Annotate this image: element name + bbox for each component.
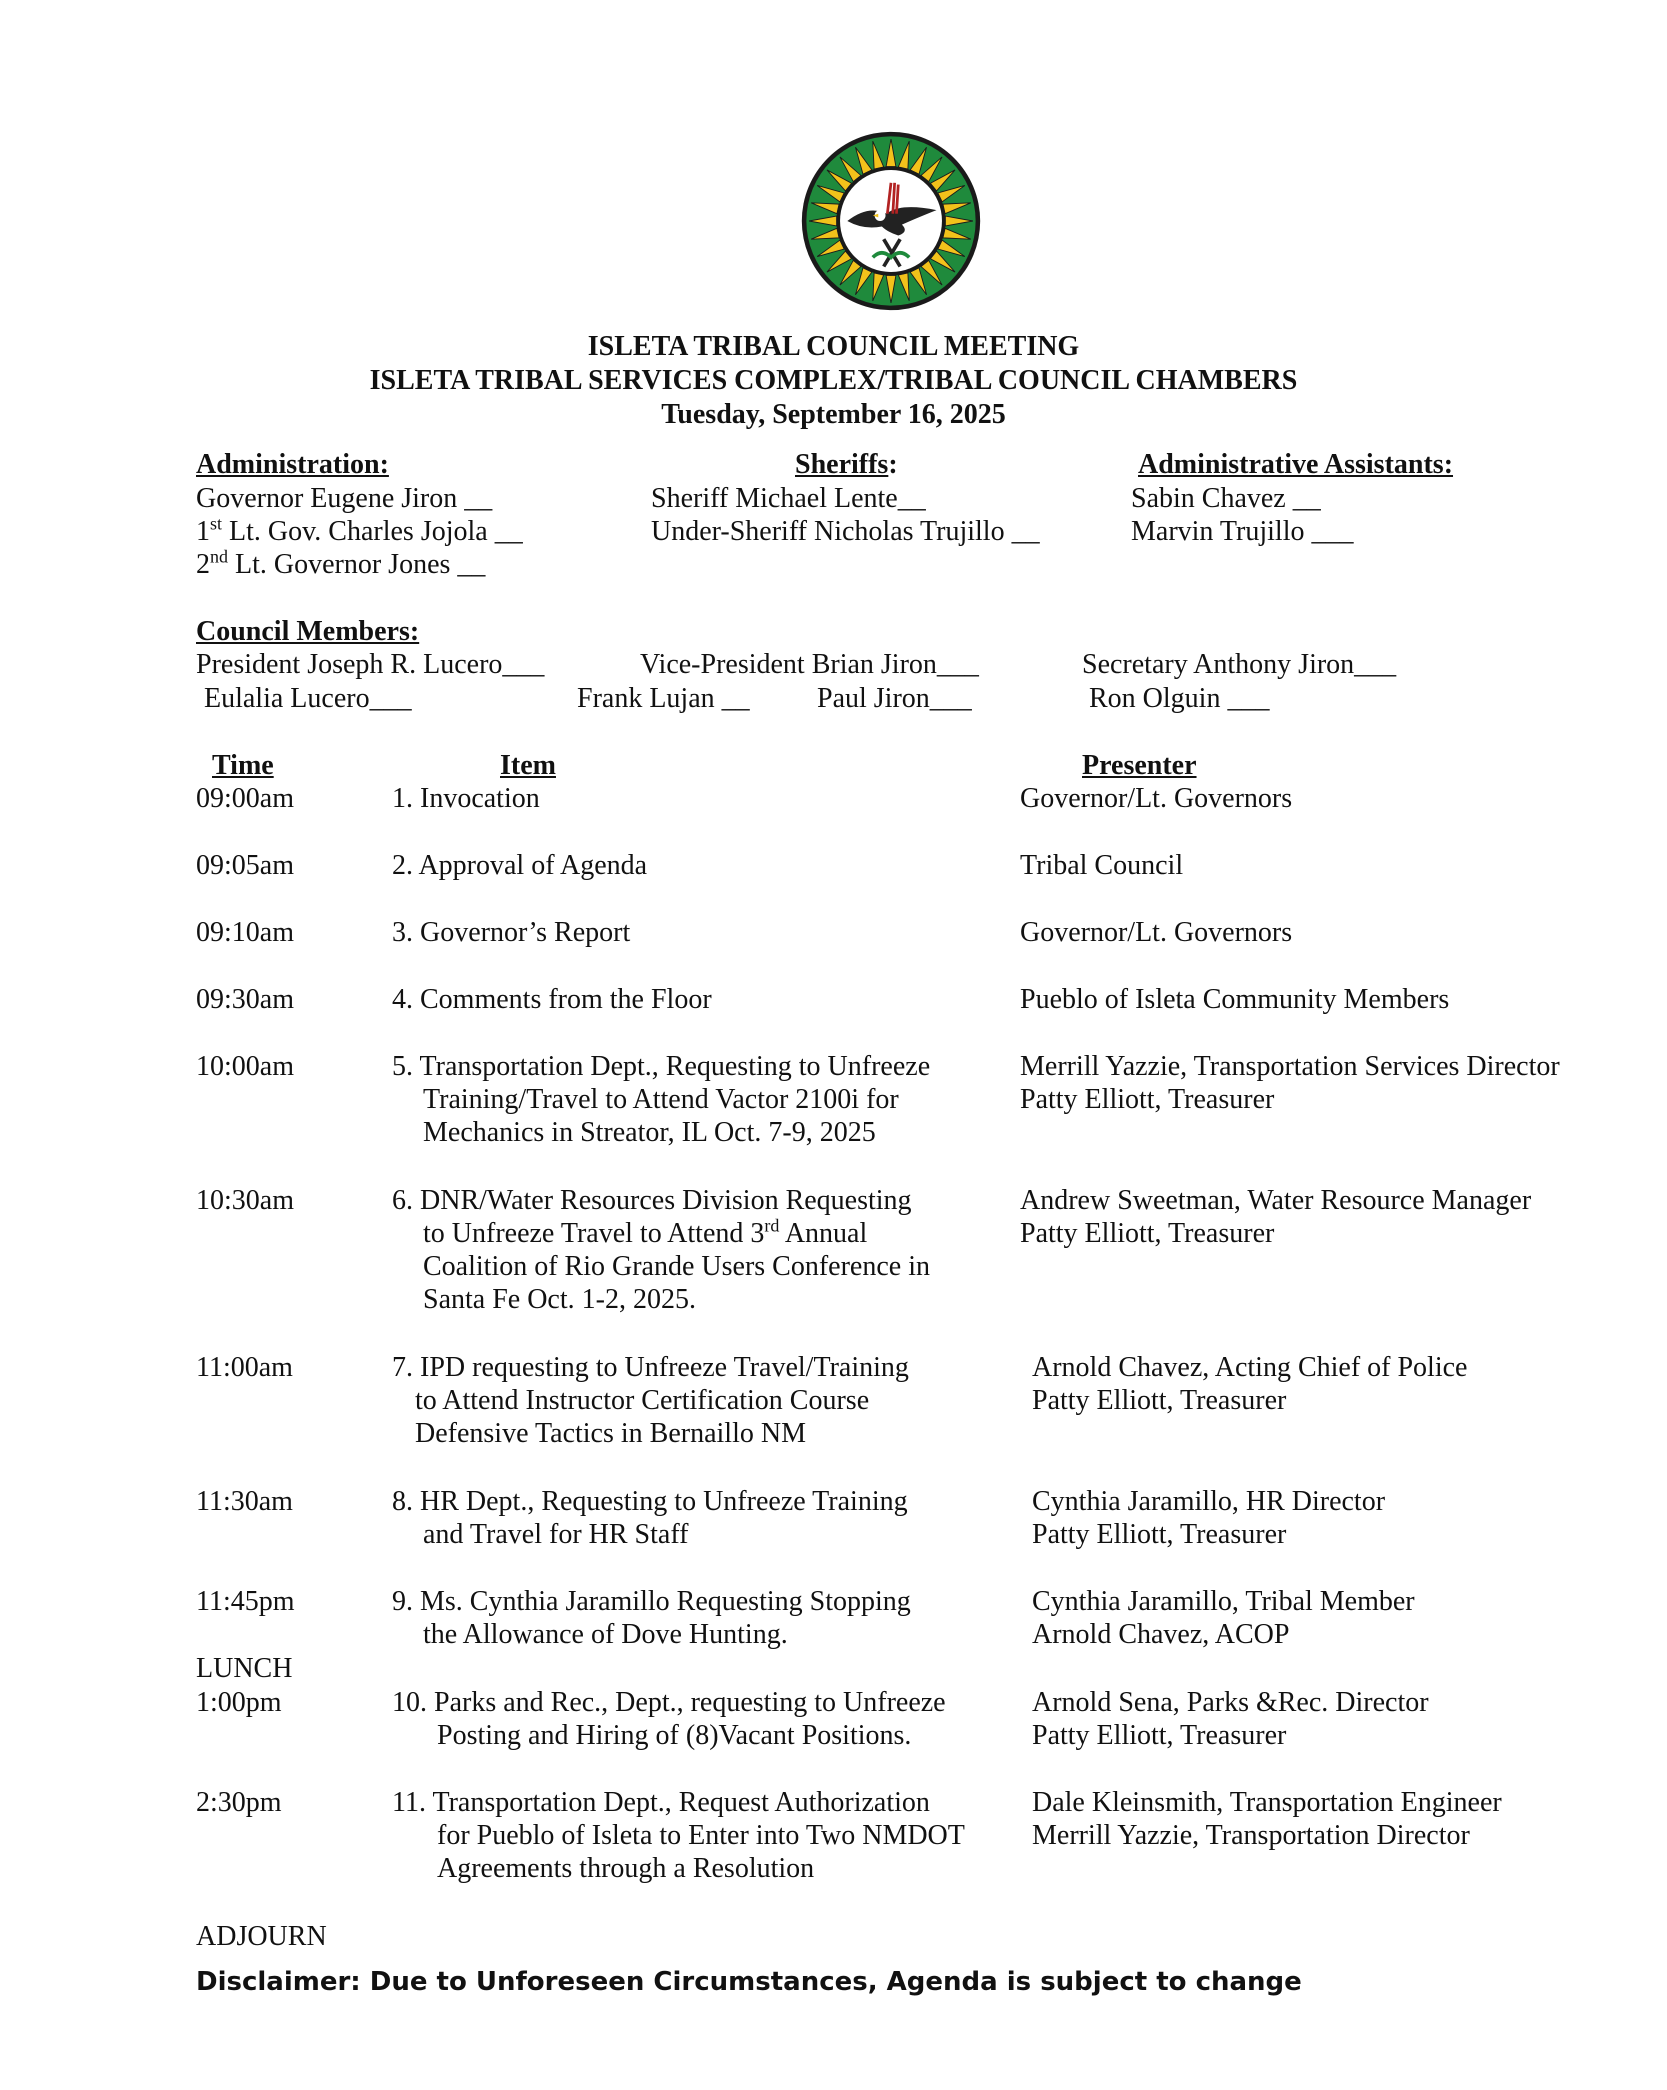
council-secretary: Secretary Anthony Jiron___ — [1082, 649, 1397, 680]
agenda-time: 09:00am — [196, 783, 294, 814]
agenda-time: 11:45pm — [196, 1586, 295, 1617]
agenda-presenter: Cynthia Jaramillo, Tribal Member — [1032, 1586, 1415, 1617]
agenda-presenter: Dale Kleinsmith, Transportation Engineer — [1032, 1787, 1502, 1818]
agenda-item: 6. DNR/Water Resources Division Requesting — [392, 1185, 912, 1216]
sheriffs-heading: Sheriffs: — [795, 449, 898, 480]
agenda-time: 10:00am — [196, 1051, 294, 1082]
agenda-item: 1. Invocation — [392, 783, 540, 814]
agenda-item: 5. Transportation Dept., Requesting to Unfreeze — [392, 1051, 931, 1082]
council-president: President Joseph R. Lucero___ — [196, 649, 545, 680]
agenda-item-cont: Santa Fe Oct. 1-2, 2025. — [423, 1284, 696, 1315]
first-lt-governor: 1st Lt. Gov. Charles Jojola __ — [196, 513, 523, 547]
council-heading: Council Members: — [196, 616, 420, 647]
agenda-time: 09:30am — [196, 984, 294, 1015]
agenda-header-item: Item — [500, 750, 556, 781]
agenda-item: 10. Parks and Rec., Dept., requesting to Unfreeze — [392, 1687, 946, 1718]
agenda-presenter: Governor/Lt. Governors — [1020, 783, 1293, 814]
governor-name: Governor Eugene Jiron __ — [196, 483, 493, 514]
sheriff-name: Sheriff Michael Lente__ — [651, 483, 926, 514]
agenda-presenter: Merrill Yazzie, Transportation Director — [1032, 1820, 1470, 1851]
agenda-item-cont: Training/Travel to Attend Vactor 2100i for — [423, 1084, 899, 1115]
adjourn-label: ADJOURN — [196, 1921, 327, 1952]
agenda-item-cont: for Pueblo of Isleta to Enter into Two NMDOT — [437, 1820, 965, 1851]
assistant-2: Marvin Trujillo ___ — [1131, 516, 1354, 547]
agenda-presenter: Arnold Sena, Parks &Rec. Director — [1032, 1687, 1429, 1718]
agenda-presenter: Patty Elliott, Treasurer — [1020, 1218, 1275, 1249]
council-member-2: Frank Lujan __ — [577, 683, 750, 714]
agenda-header-presenter: Presenter — [1082, 750, 1197, 781]
agenda-item: 4. Comments from the Floor — [392, 984, 712, 1015]
agenda-item-cont: to Attend Instructor Certification Course — [415, 1385, 870, 1416]
council-member-3: Paul Jiron___ — [817, 683, 972, 714]
agenda-item: 9. Ms. Cynthia Jaramillo Requesting Stopping — [392, 1586, 911, 1617]
council-vice-president: Vice-President Brian Jiron___ — [640, 649, 979, 680]
lunch-label: LUNCH — [196, 1653, 293, 1684]
agenda-presenter: Arnold Chavez, ACOP — [1032, 1619, 1290, 1650]
agenda-presenter: Pueblo of Isleta Community Members — [1020, 984, 1450, 1015]
agenda-item: 2. Approval of Agenda — [392, 850, 648, 881]
agenda-time: 11:00am — [196, 1352, 293, 1383]
agenda-presenter: Andrew Sweetman, Water Resource Manager — [1020, 1185, 1532, 1216]
agenda-item-cont: Agreements through a Resolution — [437, 1853, 815, 1884]
meeting-date: Tuesday, September 16, 2025 — [661, 399, 1006, 430]
agenda-item: 3. Governor’s Report — [392, 917, 631, 948]
pueblo-seal-logo — [800, 130, 982, 312]
agenda-time: 2:30pm — [196, 1787, 282, 1818]
agenda-presenter: Patty Elliott, Treasurer — [1020, 1084, 1275, 1115]
meeting-location: ISLETA TRIBAL SERVICES COMPLEX/TRIBAL COUNCIL CHAMBERS — [369, 365, 1298, 396]
agenda-item: 8. HR Dept., Requesting to Unfreeze Training — [392, 1486, 908, 1517]
agenda-item-cont: and Travel for HR Staff — [423, 1519, 689, 1550]
agenda-item-cont: Coalition of Rio Grande Users Conference in — [423, 1251, 930, 1282]
agenda-presenter: Cynthia Jaramillo, HR Director — [1032, 1486, 1386, 1517]
agenda-presenter: Patty Elliott, Treasurer — [1032, 1519, 1287, 1550]
agenda-presenter: Arnold Chavez, Acting Chief of Police — [1032, 1352, 1468, 1383]
agenda-item: 11. Transportation Dept., Request Authorization — [392, 1787, 930, 1818]
assistant-1: Sabin Chavez __ — [1131, 483, 1321, 514]
agenda-item-cont: to Unfreeze Travel to Attend 3rd Annual — [423, 1215, 868, 1249]
agenda-time: 1:00pm — [196, 1687, 282, 1718]
agenda-item-cont: Posting and Hiring of (8)Vacant Positions. — [437, 1720, 912, 1751]
agenda-time: 11:30am — [196, 1486, 293, 1517]
second-lt-governor: 2nd Lt. Governor Jones __ — [196, 546, 486, 580]
agenda-presenter: Tribal Council — [1020, 850, 1184, 881]
meeting-title: ISLETA TRIBAL COUNCIL MEETING — [587, 331, 1080, 362]
council-member-4: Ron Olguin ___ — [1089, 683, 1270, 714]
under-sheriff-name: Under-Sheriff Nicholas Trujillo __ — [651, 516, 1040, 547]
agenda-item-cont: Mechanics in Streator, IL Oct. 7-9, 2025 — [423, 1117, 876, 1148]
agenda-presenter: Merrill Yazzie, Transportation Services Director — [1020, 1051, 1560, 1082]
agenda-item-cont: Defensive Tactics in Bernaillo NM — [415, 1418, 806, 1449]
council-member-1: Eulalia Lucero___ — [204, 683, 412, 714]
agenda-item-cont: the Allowance of Dove Hunting. — [423, 1619, 788, 1650]
disclaimer: Disclaimer: Due to Unforeseen Circumstances, Agenda is subject to change — [196, 1967, 1302, 1997]
agenda-time: 09:10am — [196, 917, 294, 948]
agenda-presenter: Patty Elliott, Treasurer — [1032, 1385, 1287, 1416]
agenda-presenter: Governor/Lt. Governors — [1020, 917, 1293, 948]
agenda-header-time: Time — [212, 750, 274, 781]
agenda-presenter: Patty Elliott, Treasurer — [1032, 1720, 1287, 1751]
agenda-time: 10:30am — [196, 1185, 294, 1216]
agenda-item: 7. IPD requesting to Unfreeze Travel/Training — [392, 1352, 909, 1383]
administration-heading: Administration: — [196, 449, 389, 480]
assistants-heading: Administrative Assistants: — [1138, 449, 1454, 480]
agenda-time: 09:05am — [196, 850, 294, 881]
